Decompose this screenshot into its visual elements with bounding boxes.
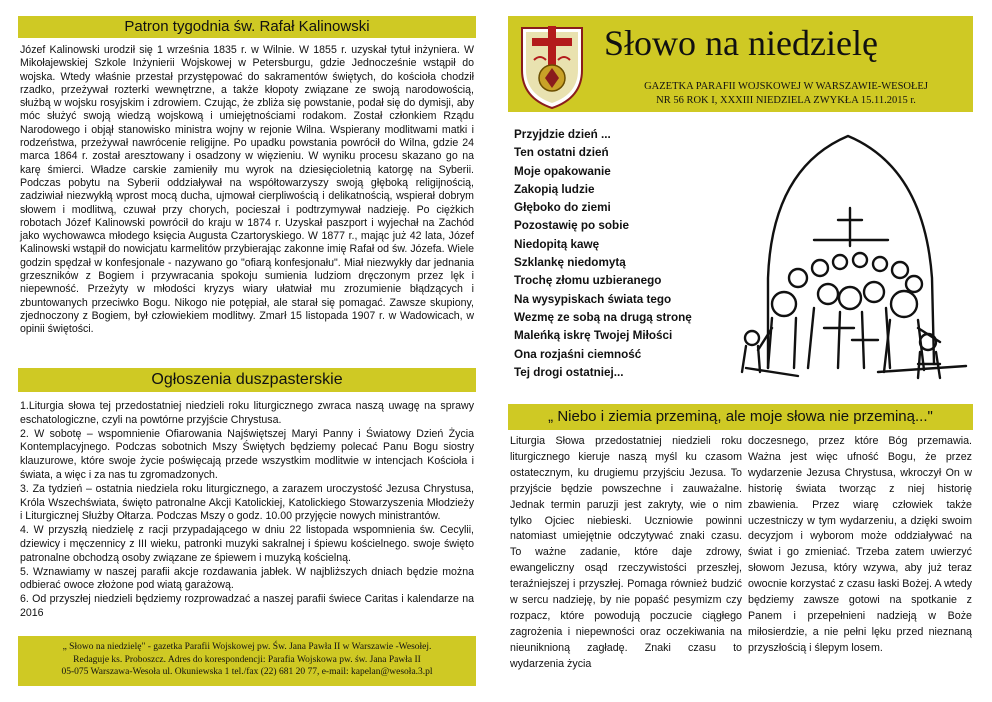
poem-line: Przyjdzie dzień ...: [514, 128, 611, 141]
poem-line: Niedopitą kawę: [514, 237, 600, 251]
announcement-item-6: 6. Od przyszłej niedzieli będziemy rozprowadzać a naszej parafii świece Caritas i kalendarze na 2016: [20, 593, 474, 619]
poem-line: Pozostawię po sobie: [514, 219, 629, 233]
poem-line: Zakopią ludzie: [514, 182, 595, 196]
announcement-item-3: 3. Za tydzień – ostatnia niedziela roku liturgicznego, a zarazem uroczystość Jezusa Chrystusa, Króla Wszechświata, święto patronalne Akcji Katolickiej, Katolickiego Stowarzyszenia Młodzieży i Liturgicznej Służby Ołtarza. Podczas Mszy o godz. 10.00 przyjęcie nowych ministrantów.: [20, 482, 474, 523]
footer-line-1: „ Słowo na niedzielę" - gazetka Parafii Wojskowej pw. Św. Jana Pawła II w Warszawie -Wesołej.: [62, 642, 432, 652]
reflection-column-2: doczesnego, przez które Bóg przemawia. Ważna jest więc ufność Bogu, że przez wydarzenie Jezusa Chrystusa, wkroczył On w historię świata tworząc z niej historię zbawienia. Przez wiarę człowiek także uczestniczy w tym wydarzeniu, a dzięki swoim decyzjom i wyborom może oddziaływać na świat i go zmieniać. Trzeba zatem uwierzyć słowom Jezusa, który wzywa, aby już teraz owocnie korzystać z czasu łaski Bożej. A wtedy będziemy zawsze gotowi na spotkanie z Panem i przepełnieni nadzieją w Boże miłosierdzie, a nie pełni lęku przed nieznaną przyszłością i ślepym losem.: [748, 435, 972, 654]
poem-line: Ona rozjaśni ciemność: [514, 347, 642, 361]
poem: [514, 126, 724, 382]
poem-line: Trochę złomu uzbieranego: [514, 274, 662, 288]
announcement-item-5: 5. Wznawiamy w naszej parafii akcje rozdawania jabłek. W najbliższych dniach będzie można odbierać owoce złożone pod wiatą garażową.: [20, 565, 474, 592]
church-crowd-illustration: [728, 128, 974, 390]
footer-line-3: 05-075 Warszawa-Wesoła ul. Okuniewska 1 tel./fax (22) 681 20 77, e-mail: kapelan@wesoła.3.pl: [61, 667, 433, 677]
poem-line: Na wysypiskach świata tego: [514, 292, 672, 306]
masthead-subtitle-line-1: GAZETKA PARAFII WOJSKOWEJ W WARSZAWIE-WESOŁEJ: [644, 81, 928, 92]
parish-emblem-icon: [512, 20, 592, 110]
poem-line: Głęboko do ziemi: [514, 201, 611, 215]
poem-line: Moje opakowanie: [514, 164, 611, 178]
announcements-list: [20, 400, 474, 621]
poem-line: Maleńką iskrę Twojej Miłości: [514, 329, 673, 343]
footer-line-2: Redaguje ks. Proboszcz. Adres do korespondencji: Parafia Wojskowa pw. św. Jana Pawła II: [73, 654, 421, 665]
announcement-item-1: 1.Liturgia słowa tej przedostatniej niedzieli roku liturgicznego zwraca naszą uwagę na sprawy eschatologiczne, czyli na powtórne przyjście Chrystusa.: [20, 400, 474, 426]
masthead-title: Słowo na niedzielę: [604, 23, 878, 63]
poem-line: Wezmę ze sobą na drugą stronę: [514, 310, 692, 324]
patron-heading: Patron tygodnia św. Rafał Kalinowski: [18, 16, 476, 38]
announcement-item-4: 4. W przyszłą niedzielę z racji przypadającego w dniu 22 listopada wspomnienia św. Cecylii, dziewicy i męczennicy z III wieku, patronki muzyki sakralnej i śpiewu kościelnego. swoje święto patronalne obchodzą osoby związane ze śpiewem i muzyką kościelną.: [20, 524, 474, 564]
reflection-column-1: Liturgia Słowa przedostatniej niedzieli roku liturgicznego kieruje naszą myśl ku czasom ostatecznym, ku drugiemu przyjściu Jezusa. To przyjście będzie powszechne i zauważalne. Jednak termin paruzji jest zakryty, wie o nim tylko Ojciec niebieski. Uczniowie powinni natomiast umiejętnie odczytywać znaki czasu. To ważne zadanie, które daje zdrowy, ewangeliczny osąd rzeczywistości przeszłej, teraźniejszej i przyszłej. Pomaga również budzić w sercu nadzieję, by nie popaść pesymizm czy rozpacz, które powodują poczucie ciągłego zagrożenia i niepewności oraz oczekiwania na nieuniknioną zagładę. Znaki czasu to wydarzenia życia: [510, 435, 742, 670]
poem-line: Ten ostatni dzień: [514, 146, 609, 160]
footer-box: [18, 636, 476, 686]
announcements-heading: Ogłoszenia duszpasterskie: [18, 368, 476, 392]
patron-text: Józef Kalinowski urodził się 1 września 1835 r. w Wilnie. W 1855 r. uzyskał tytuł inżyniera. W Mikołajewskiej Szkole Inżynierii Wojskowej w Petersburgu, gdzie Jednocześnie wstąpił do wojska. Wtedy właśnie przestał przystępować do sakramentów świętych, do kościoła chodził rzadko, przeżywał rozterki wewnętrzne, a także kłopoty związane ze swoją narodowością, służbą w wojsku rosyjskim i zdrowiem. Czując, że zbliża się powstanie, podał się do dymisji, aby móc służyć swoją wiedzą wojskową i umiejętnościami rodakom. Został członkiem Rządu Narodowego i objął stanowisko ministra wojny w rejonie Wilna. Wspierany modlitwami matki i rodzeństwa, przeżywał nawrócenie religijne. Po upadku powstania powrócił do Wilna, gdzie 24 marca 1864 r. został aresztowany i osadzony w więzieniu. W wyniku procesu skazano go na karę śmierci. Władze carskie zamieniły mu wyrok na dziesięcioletnią katorgę na Syberii. Podczas pobytu na Syberii oddziaływał na współtowarzyszy swoją głęboką religijnością, zadziwiał niezwykłą wprost mocą ducha, ujmował cierpliwością i delikatnością, wspierał dobrym słowem i modlitwą, czuwał przy chorych, pocieszał i podtrzymywał nadzieję. Po ciężkich robotach Józef Kalinowski powrócił do kraju w 1874 r. Uzyskał paszport i wyjechał na Zachód jako wychowawca młodego księcia Augusta Czartoryskiego. W 1877 r., mając już 42 lata, Józef Kalinowski wstąpił do nowicjatu karmelitów przybierając zakonne imię Rafał od św. Józefa. Wiele godzin spędzał w konfesjonale - nazywano go "ofiarą konfesjonału". Miał niezwykły dar jednania grzeszników z Bogiem i przywracania spokoju sumienia ludziom dręczonym przez lęk i niepewność. Przeżyty w młodości kryzys wiary ułatwiał mu zrozumienie błądzących i zbuntowanych przeciwko Bogu. Nikogo nie potępiał, ale starał się pomagać. Zawsze skupiony, zjednoczony z Bogiem, był człowiekiem modlitwy. Zmarł 15 listopada 1907 r. w Wadowicach, w opinii świętości.: [20, 44, 474, 336]
reflection-heading: „ Niebo i ziemia przeminą, ale moje słowa nie przeminą...": [508, 404, 973, 430]
poem-line: Tej drogi ostatniej...: [514, 365, 624, 379]
poem-line: Szklankę niedomytą: [514, 256, 626, 270]
masthead-subtitle-line-2: NR 56 ROK I, XXXIII NIEDZIELA ZWYKŁA 15.11.2015 r.: [656, 95, 916, 106]
masthead-subtitle: [600, 80, 972, 108]
announcement-item-2: 2. W sobotę – wspomnienie Ofiarowania Najświętszej Maryi Panny i Światowy Dzień Życia Kontemplacyjnego. Podczas sobotnich Mszy Świętych będziemy polecać Panu Bogu siostry klauzurowe, które swoje życie poświęcają przede wszystkim modlitwie w intencjach Kościoła i świata, a więc i za nas tu zgromadzonych.: [20, 427, 474, 481]
